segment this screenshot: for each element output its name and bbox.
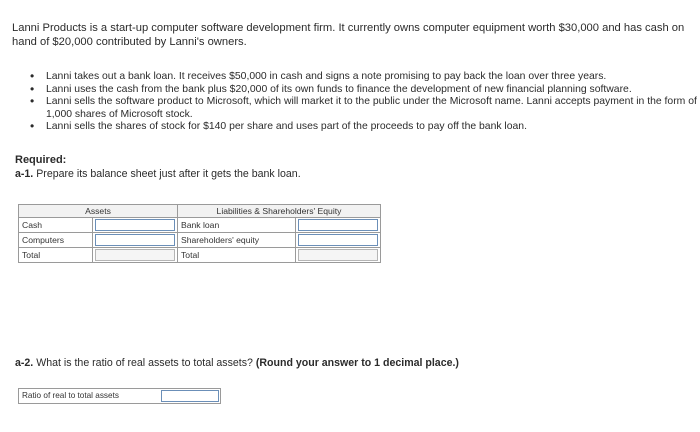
scenario-item: • Lanni sells the shares of stock for $140 per share and uses part of the proceeds to pay off the bank loan.: [30, 121, 698, 134]
total-liabilities-equity-field: [298, 249, 378, 261]
liabilities-equity-header: Liabilities & Shareholders' Equity: [178, 205, 381, 218]
required-heading: Required:: [15, 154, 67, 166]
table-row: [19, 248, 381, 263]
table-row: [19, 218, 381, 233]
liability-label-total: Total: [178, 248, 296, 263]
problem-intro: Lanni Products is a start-up computer software development firm. It currently owns computer equipment worth $30,000 and has cash on hand of $20,000 contributed by Lanni's owners.: [12, 22, 685, 48]
shareholders-equity-input[interactable]: [298, 234, 378, 246]
asset-label-computers: Computers: [19, 233, 93, 248]
question-a2-text: What is the ratio of real assets to total assets?: [36, 357, 253, 369]
question-a1: [15, 168, 301, 180]
computers-input[interactable]: [95, 234, 175, 246]
scenario-list: [30, 71, 698, 134]
scenario-item: • Lanni takes out a bank loan. It receives $50,000 in cash and signs a note promising to pay back the loan over three years.: [30, 71, 698, 84]
asset-label-cash: Cash: [19, 218, 93, 233]
scenario-item: • Lanni sells the software product to Microsoft, which will market it to the public under the Microsoft name. Lanni accepts payment in the form of 1,000 shares of Microsoft stock.: [30, 96, 698, 121]
question-a2: [15, 357, 459, 369]
question-a1-label: a-1.: [15, 168, 34, 180]
table-row: [19, 233, 381, 248]
ratio-label: Ratio of real to total assets: [22, 391, 119, 400]
liability-label-shareholders-equity: Shareholders' equity: [178, 233, 296, 248]
scenario-item: • Lanni uses the cash from the bank plus $20,000 of its own funds to finance the development of new financial planning software.: [30, 84, 698, 97]
balance-sheet-table: [18, 204, 381, 263]
question-a1-text: Prepare its balance sheet just after it gets the bank loan.: [36, 168, 301, 180]
asset-label-total: Total: [19, 248, 93, 263]
liability-label-bank-loan: Bank loan: [178, 218, 296, 233]
bank-loan-input[interactable]: [298, 219, 378, 231]
question-a2-instruction: (Round your answer to 1 decimal place.): [255, 357, 459, 369]
ratio-row: [18, 388, 221, 404]
assets-header: Assets: [19, 205, 178, 218]
ratio-input[interactable]: [161, 390, 219, 402]
cash-input[interactable]: [95, 219, 175, 231]
question-a2-label: a-2.: [15, 357, 34, 369]
total-assets-field: [95, 249, 175, 261]
